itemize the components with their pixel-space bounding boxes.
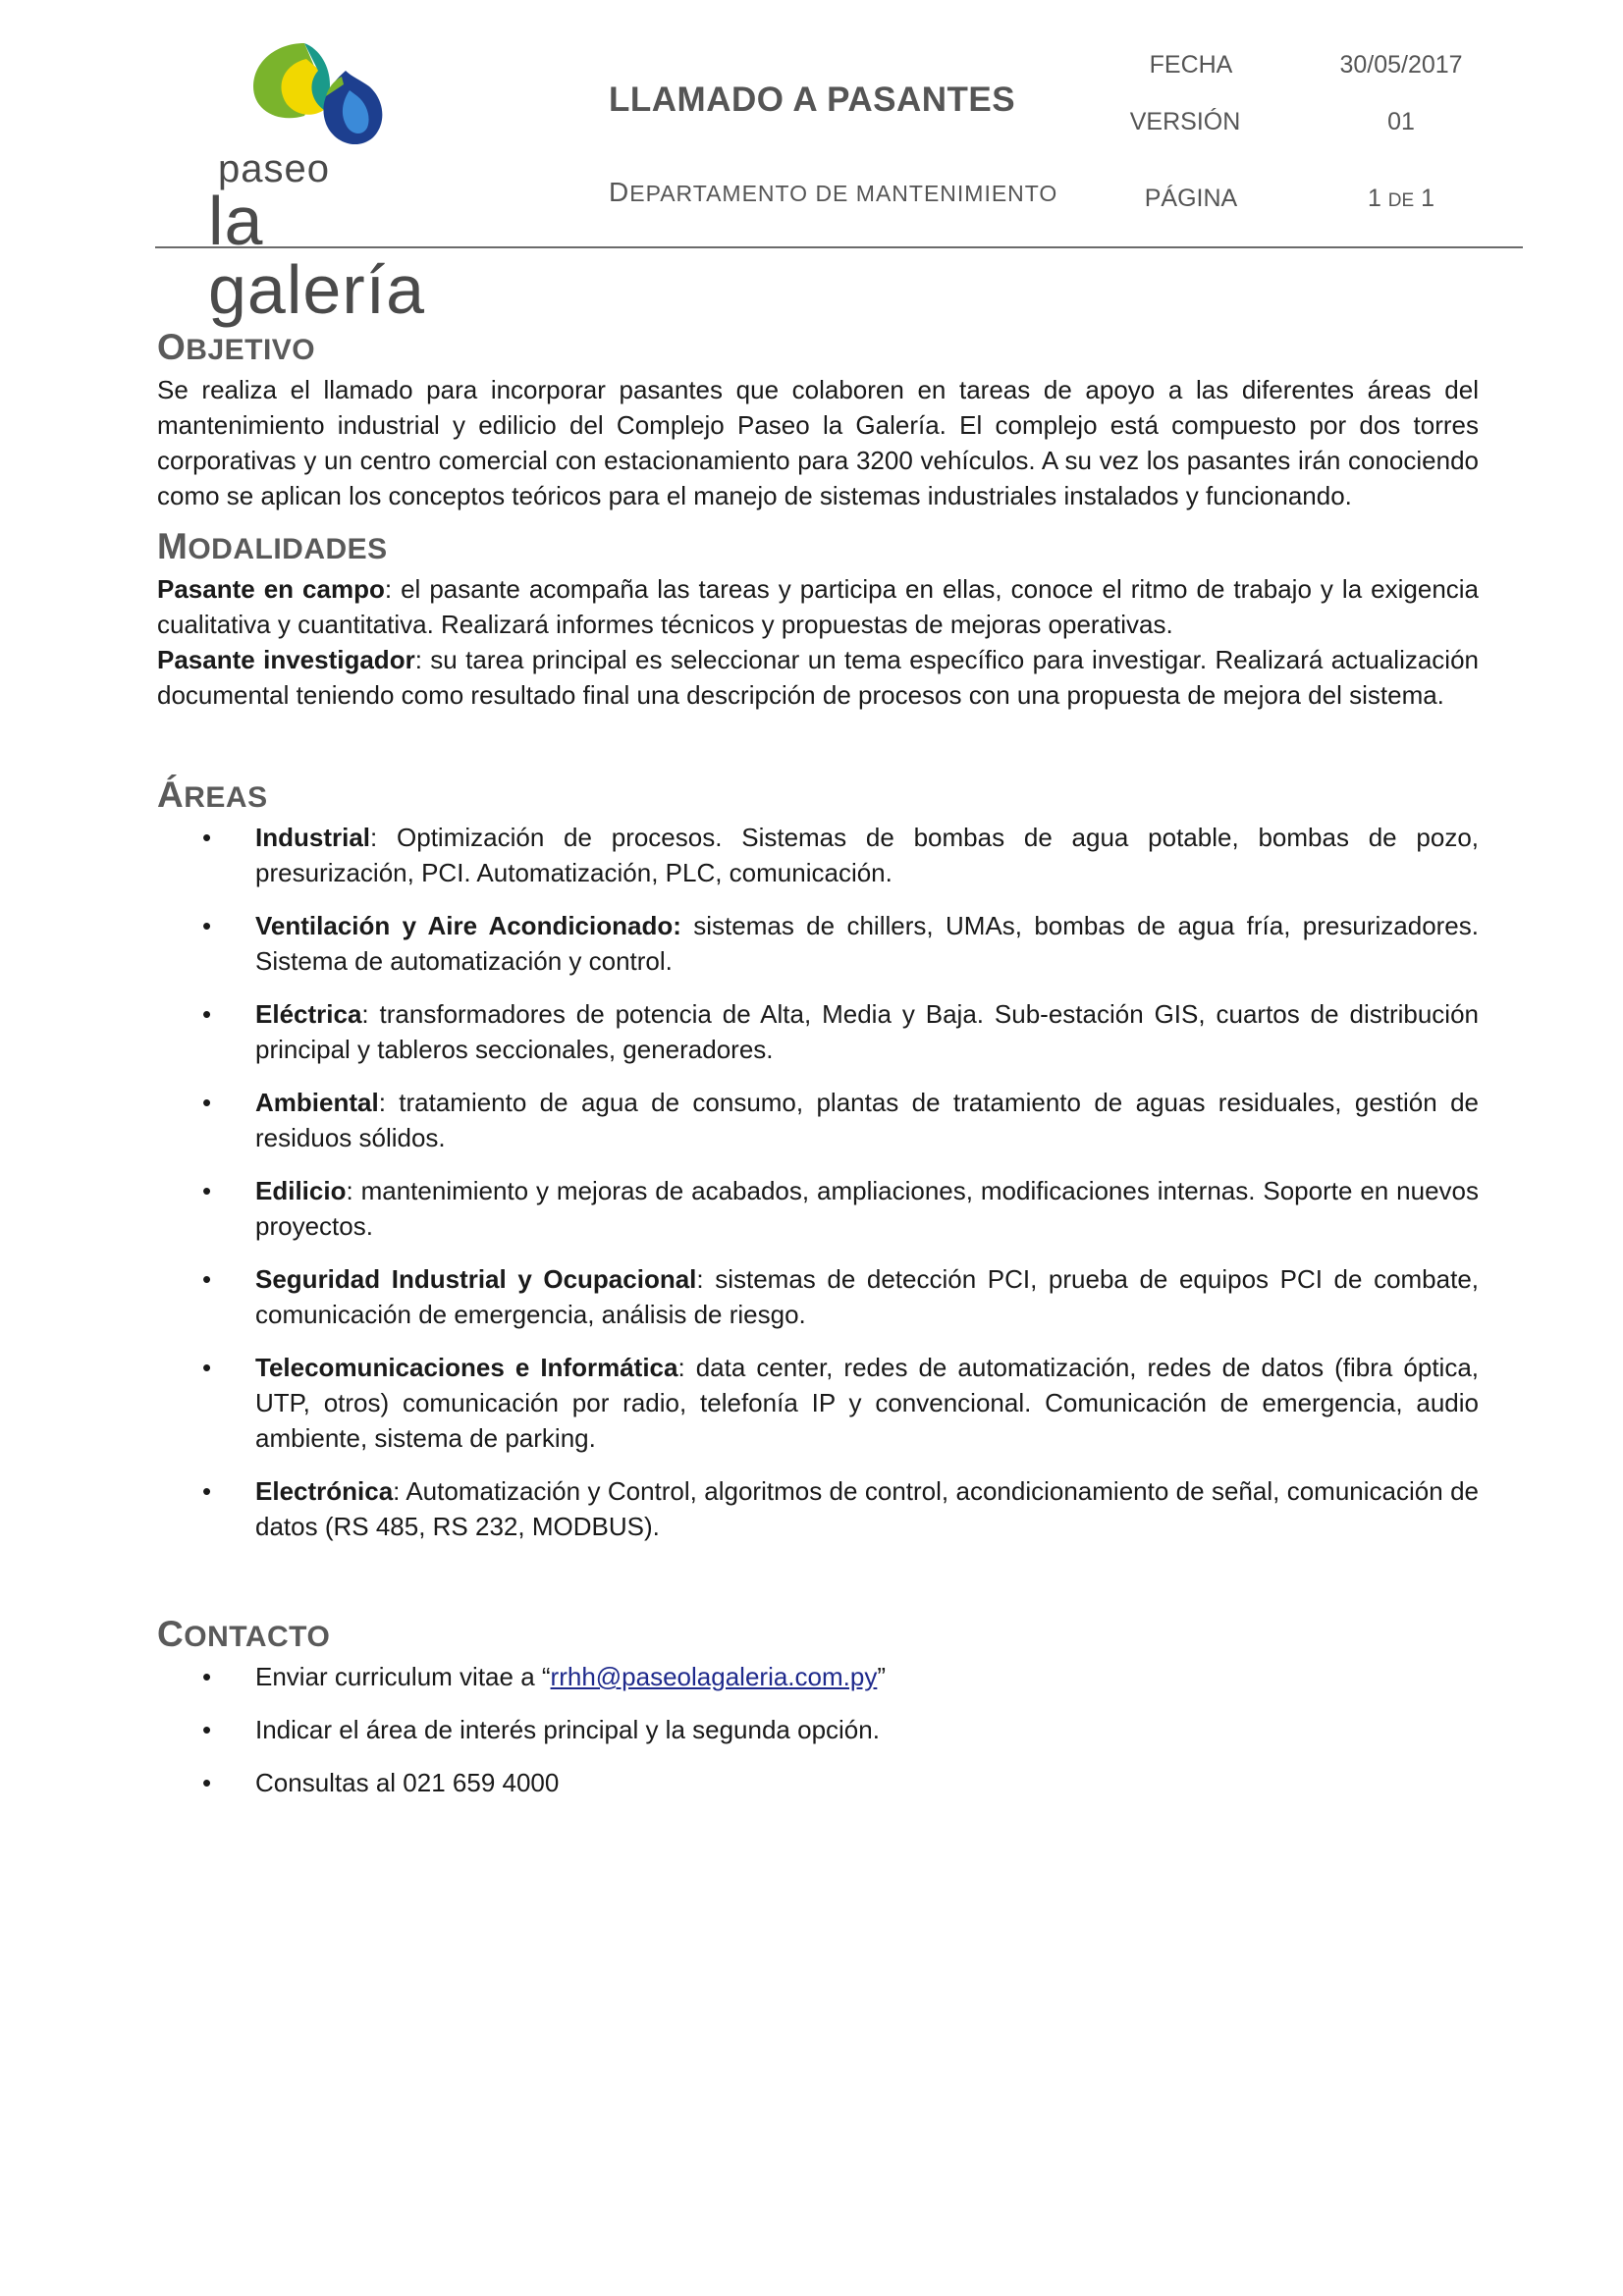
bullet-icon: • xyxy=(202,1715,212,1744)
area-term: Eléctrica xyxy=(255,999,362,1029)
modalidad-term: Pasante en campo xyxy=(157,574,385,604)
bullet-icon: • xyxy=(202,1768,212,1797)
contact-text: Consultas al 021 659 4000 xyxy=(255,1768,560,1797)
bullet-icon: • xyxy=(202,999,212,1029)
heading-objetivo xyxy=(157,326,1479,372)
contact-text: Enviar curriculum vitae a “ xyxy=(255,1662,551,1691)
area-term: Industrial xyxy=(255,823,371,852)
meta-value-fecha: 30/05/2017 xyxy=(1339,51,1463,79)
logo-word-paseo: paseo xyxy=(218,147,330,190)
list-item-consultas xyxy=(157,1765,1479,1800)
meta-label-fecha: FECHA xyxy=(1149,51,1233,79)
modalidad-text: : el pasante acompaña las tareas y participa en ellas, conoce el ritmo de trabajo y la exigencia cualitativa y cuantitativa. Realizará informes técnicos y propuestas de mejoras operativas. xyxy=(157,574,1480,639)
list-item-ambiental xyxy=(157,1085,1479,1155)
document-title: LLAMADO A PASANTES xyxy=(609,80,1016,119)
logo-drops-icon xyxy=(247,41,395,159)
bullet-icon: • xyxy=(202,1476,212,1506)
bullet-icon: • xyxy=(202,1353,212,1382)
bullet-icon: • xyxy=(202,1662,212,1691)
meta-label-version: VERSIÓN xyxy=(1129,108,1241,135)
heading-rest: ONTACTO xyxy=(184,1621,331,1653)
department-first-cap: D xyxy=(609,177,630,207)
email-link[interactable]: rrhh@paseolagaleria.com.py xyxy=(550,1662,878,1691)
document-body xyxy=(157,326,1479,1818)
areas-list xyxy=(157,820,1479,1544)
bullet-icon: • xyxy=(202,911,212,940)
heading-modalidades xyxy=(157,525,1479,571)
modalidad-investigador xyxy=(157,642,1479,713)
heading-cap: C xyxy=(157,1614,185,1654)
department-rest: EPARTAMENTO DE MANTENIMIENTO xyxy=(629,181,1058,206)
bullet-icon: • xyxy=(202,1176,212,1205)
list-item-telecomunicaciones xyxy=(157,1350,1479,1456)
list-item-electrica xyxy=(157,996,1479,1067)
department-name xyxy=(609,177,1057,208)
area-text: : sistemas de detección PCI, prueba de equipos PCI de combate, comunicación de emergencia, análisis de riesgo. xyxy=(255,1264,1480,1329)
list-item-enviar-cv xyxy=(157,1659,1479,1694)
heading-rest: ODALIDADES xyxy=(188,533,388,565)
meta-value-pagina xyxy=(1318,185,1485,213)
page-total: 1 xyxy=(1414,185,1435,212)
paseo-la-galeria-logo xyxy=(208,41,444,328)
area-text: sistemas de chillers, UMAs, bombas de agua fría, presurizadores. Sistema de automatización y control. xyxy=(255,911,1479,976)
objetivo-text: Se realiza el llamado para incorporar pasantes que colaboren en tareas de apoyo a las diferentes áreas del mantenimiento industrial y edilicio del Complejo Paseo la Galería. El complejo está compuesto por dos torres corporativas y un centro comercial con estacionamiento para 3200 vehículos. A su vez los pasantes irán conociendo como se aplican los conceptos teóricos para el manejo de sistemas industriales instalados y funcionando. xyxy=(157,375,1479,510)
area-text: : data center, redes de automatización, redes de datos (fibra óptica, UTP, otros) comunicación por radio, telefonía IP y convencional. Comunicación de emergencia, audio ambiente, sistema de parking. xyxy=(255,1353,1480,1453)
modalidad-text: : su tarea principal es seleccionar un tema específico para investigar. Realizará actualización documental teniendo como resultado final una descripción de procesos con una propuesta de mejora del sistema. xyxy=(157,645,1480,710)
heading-areas xyxy=(157,774,1479,820)
area-text: : Automatización y Control, algoritmos de control, acondicionamiento de señal, comunicación de datos (RS 485, RS 232, MODBUS). xyxy=(255,1476,1479,1541)
area-text: : transformadores de potencia de Alta, Media y Baja. Sub-estación GIS, cuartos de distribución principal y tableros seccionales, generadores. xyxy=(255,999,1479,1064)
area-term: Telecomunicaciones e Informática xyxy=(255,1353,678,1382)
heading-cap: M xyxy=(157,526,189,566)
area-text: : mantenimiento y mejoras de acabados, ampliaciones, modificaciones internas. Soporte en nuevos proyectos. xyxy=(255,1176,1479,1241)
meta-value-version: 01 xyxy=(1387,108,1415,135)
list-item-indicar-area xyxy=(157,1712,1479,1747)
logo-word-la-galeria: la galería xyxy=(208,183,426,328)
header-divider xyxy=(155,246,1523,248)
list-item-industrial xyxy=(157,820,1479,890)
area-term: Electrónica xyxy=(255,1476,394,1506)
area-term: Seguridad Industrial y Ocupacional xyxy=(255,1264,697,1294)
meta-label-pagina: PÁGINA xyxy=(1144,185,1238,212)
area-term: Ambiental xyxy=(255,1088,379,1117)
heading-rest: REAS xyxy=(184,781,268,814)
list-item-ventilacion xyxy=(157,908,1479,979)
page-of: DE xyxy=(1387,190,1415,211)
area-term: Edilicio xyxy=(255,1176,347,1205)
list-item-electronica xyxy=(157,1473,1479,1544)
contact-text-end: ” xyxy=(877,1662,887,1691)
heading-cap: Á xyxy=(157,774,185,815)
bullet-icon: • xyxy=(202,823,212,852)
bullet-icon: • xyxy=(202,1088,212,1117)
list-item-seguridad xyxy=(157,1261,1479,1332)
heading-cap: O xyxy=(157,327,187,367)
area-term: Ventilación y Aire Acondicionado: xyxy=(255,911,681,940)
area-text: : Optimización de procesos. Sistemas de bombas de agua potable, bombas de pozo, presurización, PCI. Automatización, PLC, comunicación. xyxy=(255,823,1479,887)
contacto-list xyxy=(157,1659,1479,1800)
heading-rest: BJETIVO xyxy=(186,334,316,366)
modalidad-term: Pasante investigador xyxy=(157,645,415,674)
list-item-edilicio xyxy=(157,1173,1479,1244)
modalidad-campo xyxy=(157,571,1479,642)
area-text: : tratamiento de agua de consumo, plantas de tratamiento de aguas residuales, gestión de residuos sólidos. xyxy=(255,1088,1479,1152)
page-number: 1 xyxy=(1367,185,1388,212)
bullet-icon: • xyxy=(202,1264,212,1294)
heading-contacto xyxy=(157,1613,1479,1659)
contact-text: Indicar el área de interés principal y la segunda opción. xyxy=(255,1715,880,1744)
